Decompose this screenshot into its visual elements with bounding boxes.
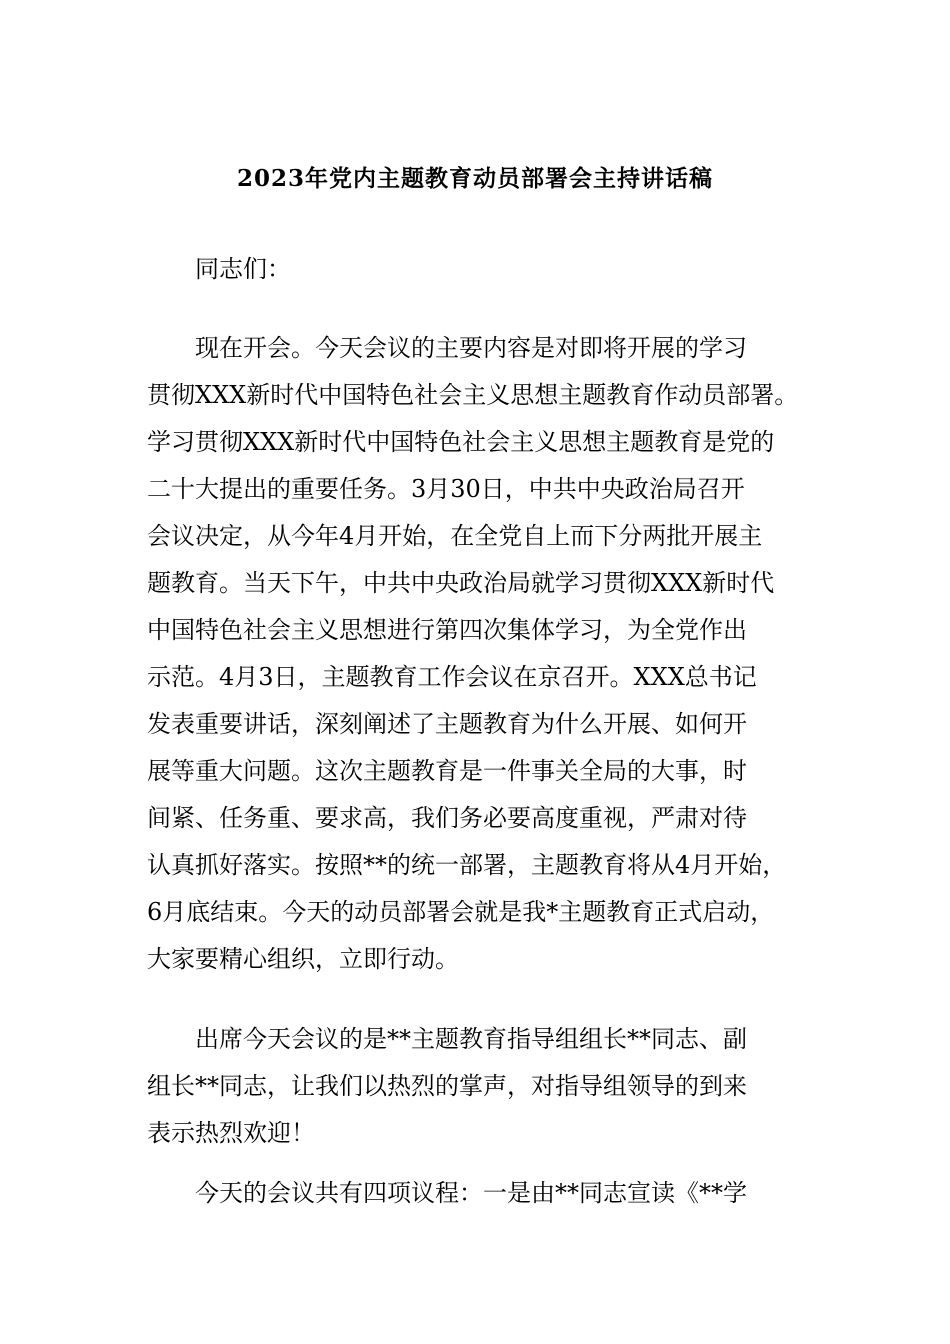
body-line: 大家要精心组织，立即行动。 — [147, 945, 459, 973]
body-line: 会议决定，从今年4月开始，在全党自上而下分两批开展主 — [147, 522, 763, 550]
body-line: 认真抓好落实。按照**的统一部署，主题教育将从4月开始， — [147, 851, 787, 879]
body-line: 今天的会议共有四项议程：一是由**同志宣读《**学 — [195, 1179, 747, 1207]
body-line: 6月底结束。今天的动员部署会就是我*主题教育正式启动， — [147, 898, 775, 926]
body-line: 题教育。当天下午，中共中央政治局就学习贯彻XXX新时代 — [147, 569, 775, 597]
body-line: 中国特色社会主义思想进行第四次集体学习，为全党作出 — [147, 616, 747, 644]
body-line: 二十大提出的重要任务。3月30日，中共中央政治局召开 — [147, 475, 745, 503]
body-line: 表示热烈欢迎！ — [147, 1119, 315, 1147]
salutation-line: 同志们： — [195, 255, 291, 283]
body-line: 展等重大问题。这次主题教育是一件事关全局的大事，时 — [147, 757, 747, 785]
body-line: 组长**同志，让我们以热烈的掌声，对指导组领导的到来 — [147, 1072, 747, 1100]
body-line: 学习贯彻XXX新时代中国特色社会主义思想主题教育是党的 — [147, 428, 775, 456]
body-line: 现在开会。今天会议的主要内容是对即将开展的学习 — [195, 334, 747, 362]
body-line: 出席今天会议的是**主题教育指导组组长**同志、副 — [195, 1025, 747, 1053]
body-line: 发表重要讲话，深刻阐述了主题教育为什么开展、如何开 — [147, 710, 747, 738]
body-line: 贯彻XXX新时代中国特色社会主义思想主题教育作动员部署。 — [147, 381, 799, 409]
body-line: 间紧、任务重、要求高，我们务必要高度重视，严肃对待 — [147, 804, 747, 832]
body-line: 示范。4月3日，主题教育工作会议在京召开。XXX总书记 — [147, 663, 757, 691]
document-title: 2023年党内主题教育动员部署会主持讲话稿 — [236, 165, 713, 192]
